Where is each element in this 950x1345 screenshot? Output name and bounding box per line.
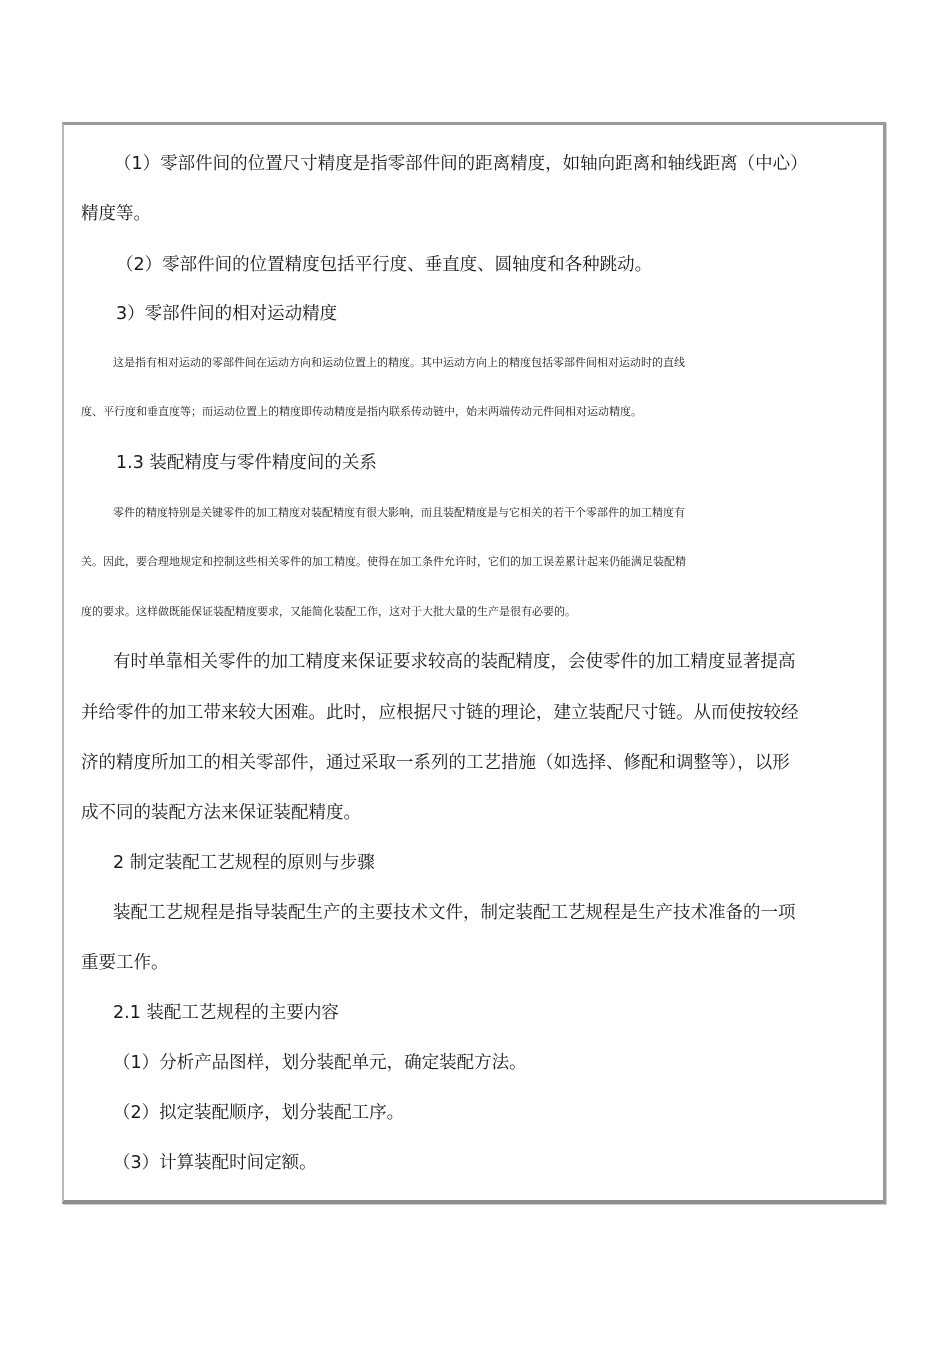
paragraph-line: 零件的精度特别是关键零件的加工精度对装配精度有很大影响，而且装配精度是与它相关的若干个零部件的加工精度有 — [113, 506, 685, 519]
paragraph-line: （1）零部件间的位置尺寸精度是指零部件间的距离精度，如轴向距离和轴线距离（中心） — [114, 154, 808, 174]
paragraph-line: 并给零件的加工带来较大困难。此时，应根据尺寸链的理论，建立装配尺寸链。从而使按较经 — [81, 703, 799, 723]
paragraph-line: 度的要求。这样做既能保证装配精度要求，又能简化装配工作，这对于大批大量的生产是很有必要的。 — [81, 605, 576, 618]
paragraph-line: 有时单靠相关零件的加工精度来保证要求较高的装配精度，会使零件的加工精度显著提高 — [113, 652, 796, 672]
paragraph-line: （2）零部件间的位置精度包括平行度、垂直度、圆轴度和各种跳动。 — [116, 255, 653, 275]
list-item: （2）拟定装配顺序，划分装配工序。 — [113, 1103, 405, 1123]
paragraph-line: 这是指有相对运动的零部件间在运动方向和运动位置上的精度。其中运动方向上的精度包括零部件间相对运动时的直线 — [113, 356, 685, 369]
list-item: （3）计算装配时间定额。 — [113, 1153, 317, 1173]
section-heading: 3）零部件间的相对运动精度 — [116, 304, 338, 324]
paragraph-line: 装配工艺规程是指导装配生产的主要技术文件，制定装配工艺规程是生产技术准备的一项 — [113, 903, 796, 923]
list-item: （1）分析产品图样，划分装配单元，确定装配方法。 — [113, 1053, 527, 1073]
section-heading: 2 制定装配工艺规程的原则与步骤 — [113, 853, 375, 873]
section-heading: 2.1 装配工艺规程的主要内容 — [113, 1003, 339, 1023]
paragraph-line: 精度等。 — [81, 204, 151, 224]
paragraph-line: 成不同的装配方法来保证装配精度。 — [81, 803, 361, 823]
paragraph-line: 重要工作。 — [81, 953, 169, 973]
paragraph-line: 度、平行度和垂直度等；而运动位置上的精度即传动精度是指内联系传动链中，始末两端传动元件间相对运动精度。 — [81, 405, 642, 418]
section-heading: 1.3 装配精度与零件精度间的关系 — [116, 453, 377, 473]
paragraph-line: 关。因此，要合理地规定和控制这些相关零件的加工精度。使得在加工条件允许时，它们的加工误差累计起来仍能满足装配精 — [81, 555, 686, 568]
paragraph-line: 济的精度所加工的相关零部件，通过采取一系列的工艺措施（如选择、修配和调整等），以形 — [81, 753, 790, 773]
